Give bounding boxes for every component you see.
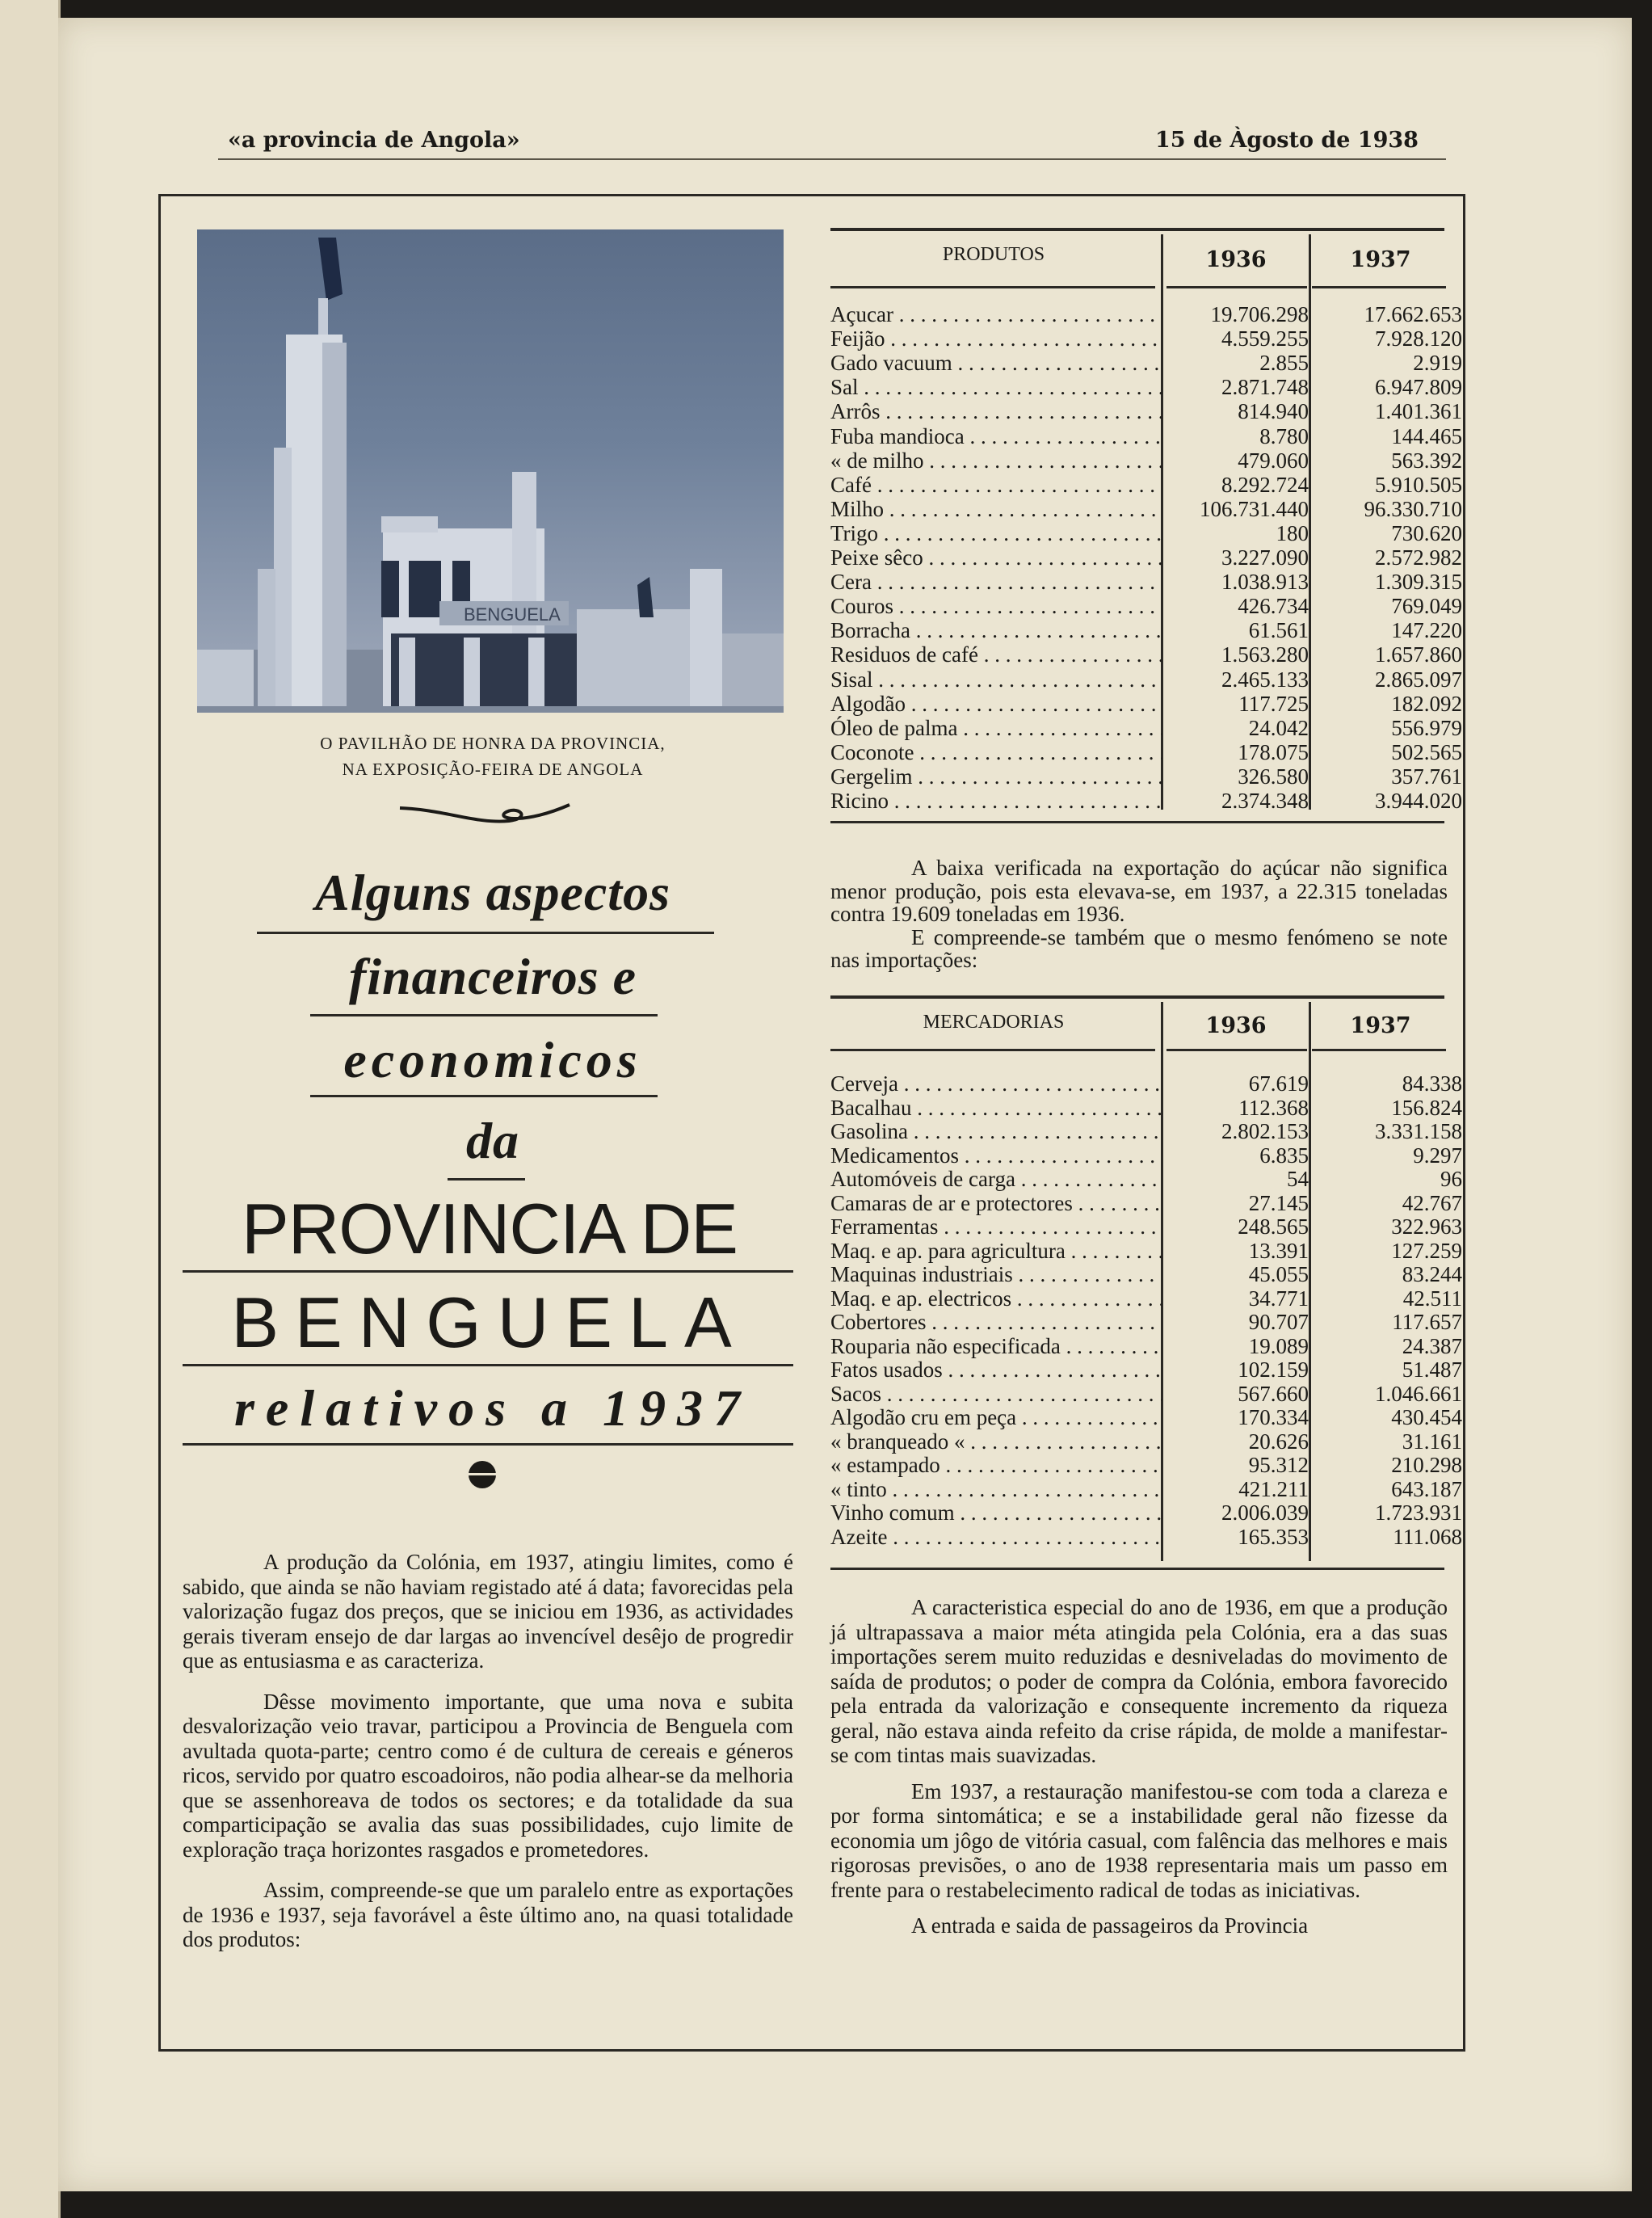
row-label: Borracha . . .	[830, 618, 1162, 642]
row-value-1937: 144.465	[1391, 423, 1462, 448]
right-column-text	[830, 1595, 1448, 1938]
row-value-1936: 102.159	[1238, 1357, 1309, 1382]
table-row	[830, 667, 1462, 692]
table2-header-1936: 1936	[1205, 1013, 1267, 1038]
row-value-1936: 421.211	[1238, 1476, 1309, 1501]
right-paragraph-1: A caracteristica especial do ano de 1936, em que a produção já ultrapassava a maior méta atingida pela Colónia, era a das suas importações serem muito reduzidas e desniveladas do movimento de saída de produtos; o poder de compra da Colónia, embora favorecido pela entrada da valorização e consequente incremento da riqueza geral, não estava ainda refeito da crise rápida, de molde a manifestar-se com tintas mais suavizadas.	[830, 1595, 1448, 1767]
row-value-1936: 8.780	[1259, 423, 1309, 448]
table1-bottom-rule	[830, 821, 1444, 823]
table-row	[830, 375, 1462, 400]
row-value-1936: 178.075	[1238, 739, 1309, 764]
table2-header-1937: 1937	[1350, 1013, 1411, 1038]
row-value-1937: 5.910.505	[1375, 472, 1462, 497]
row-value-1936: 45.055	[1248, 1262, 1309, 1286]
row-label: Bacalhau . . .	[830, 1096, 1162, 1120]
row-value-1936: 13.391	[1248, 1238, 1309, 1263]
row-value-1936: 2.465.133	[1221, 667, 1309, 692]
row-value-1937: 127.259	[1391, 1238, 1462, 1263]
frame-bottom	[158, 2049, 1465, 2052]
row-label: Fuba mandioca . . .	[830, 424, 1162, 448]
row-value-1936: 34.771	[1248, 1286, 1309, 1311]
row-value-1937: 51.487	[1402, 1357, 1462, 1382]
row-value-1936: 2.855	[1259, 351, 1309, 376]
table-row	[830, 764, 1462, 789]
table2-header-rule-a	[830, 1049, 1155, 1051]
mid-paragraph-2: E compreende-se também que o mesmo fenómeno se note nas importações:	[830, 924, 1448, 972]
row-value-1937: 769.049	[1391, 594, 1462, 619]
table-row	[830, 1429, 1462, 1454]
row-value-1937: 1.401.361	[1375, 399, 1462, 424]
row-label: Gergelim . . .	[830, 764, 1162, 789]
table-row	[830, 1405, 1462, 1429]
row-value-1937: 1.046.661	[1375, 1381, 1462, 1406]
table-row	[830, 1453, 1462, 1477]
table-row	[830, 472, 1462, 497]
row-value-1937: 117.657	[1392, 1310, 1462, 1334]
row-label: Cobertores . . .	[830, 1310, 1162, 1334]
row-label: Gasolina . . .	[830, 1119, 1162, 1143]
row-value-1937: 24.387	[1402, 1333, 1462, 1358]
table-row	[830, 789, 1462, 813]
row-value-1937: 96	[1440, 1167, 1462, 1191]
table-row	[830, 618, 1462, 643]
table-row	[830, 1476, 1462, 1501]
table2-header-rule-b	[1166, 1049, 1307, 1051]
row-label: Fatos usados . . .	[830, 1357, 1162, 1382]
row-label: « tinto . . .	[830, 1477, 1162, 1501]
row-label: Maq. e ap. electricos . . .	[830, 1286, 1162, 1311]
row-value-1937: 6.947.809	[1375, 375, 1462, 400]
row-label: Sal . . .	[830, 375, 1162, 399]
row-label: Maquinas industriais . . .	[830, 1262, 1162, 1286]
table2-bottom-rule	[830, 1568, 1444, 1570]
row-value-1937: 156.824	[1391, 1095, 1462, 1120]
table-row	[830, 594, 1462, 619]
row-value-1937: 42.767	[1402, 1190, 1462, 1215]
table-row	[830, 1119, 1462, 1143]
row-value-1936: 170.334	[1238, 1405, 1309, 1429]
title-line-1: Alguns aspectos	[315, 864, 670, 921]
table2-top-rule	[830, 995, 1444, 999]
table-row	[830, 1238, 1462, 1263]
row-label: Vinho comum . . .	[830, 1500, 1162, 1525]
binding-spine	[0, 0, 61, 2218]
table-row	[830, 1524, 1462, 1549]
title-underline-4	[448, 1178, 525, 1181]
title-line-3: economicos	[343, 1031, 642, 1088]
right-paragraph-3: A entrada e saida de passageiros da Provincia	[911, 1913, 1309, 1938]
row-value-1937: 730.620	[1391, 520, 1462, 545]
row-value-1937: 2.572.982	[1375, 545, 1462, 570]
pavilion-photo	[197, 229, 784, 713]
table-row	[830, 448, 1462, 473]
row-label: Camaras de ar e protectores . . .	[830, 1191, 1162, 1215]
row-value-1936: 19.706.298	[1210, 302, 1309, 326]
row-label: Maq. e ap. para agricultura . . .	[830, 1239, 1162, 1263]
title-underline-7	[183, 1443, 793, 1446]
row-value-1936: 106.731.440	[1200, 496, 1309, 521]
row-value-1937: 17.662.653	[1364, 302, 1462, 326]
pavilion-illustration	[197, 229, 784, 713]
row-label: Algodão cru em peça . . .	[830, 1405, 1162, 1429]
table1-header-1936: 1936	[1205, 247, 1267, 272]
table-row	[830, 1214, 1462, 1239]
row-label: Ricino . . .	[830, 789, 1162, 813]
row-label: Medicamentos . . .	[830, 1143, 1162, 1168]
row-value-1937: 556.979	[1391, 715, 1462, 740]
row-value-1936: 8.292.724	[1221, 472, 1309, 497]
row-label: Sisal . . .	[830, 667, 1162, 692]
table-row	[830, 1190, 1462, 1215]
row-value-1936: 2.871.748	[1221, 375, 1309, 400]
table-row	[830, 739, 1462, 764]
row-value-1937: 643.187	[1391, 1476, 1462, 1501]
row-value-1937: 84.338	[1402, 1071, 1462, 1096]
table-row	[830, 642, 1462, 667]
row-label: Gado vacuum . . .	[830, 351, 1162, 375]
row-value-1937: 31.161	[1402, 1429, 1462, 1454]
row-value-1937: 210.298	[1391, 1453, 1462, 1477]
row-label: Milho . . .	[830, 497, 1162, 521]
table1-header-rule-a	[830, 286, 1155, 288]
row-value-1936: 6.835	[1259, 1143, 1309, 1168]
row-label: « de milho . . .	[830, 448, 1162, 473]
table-row	[830, 351, 1462, 376]
row-label: Cera . . .	[830, 570, 1162, 594]
title-underline-2	[310, 1014, 658, 1016]
row-value-1936: 54	[1287, 1167, 1309, 1191]
title-underline-1	[257, 932, 714, 934]
row-label: Residuos de café . . .	[830, 642, 1162, 667]
table-row	[830, 326, 1462, 351]
row-value-1937: 502.565	[1391, 739, 1462, 764]
table-row	[830, 1262, 1462, 1286]
row-value-1936: 165.353	[1238, 1524, 1309, 1549]
row-label: Sacos . . .	[830, 1382, 1162, 1406]
row-value-1936: 24.042	[1248, 715, 1309, 740]
row-label: Açucar . . .	[830, 302, 1162, 326]
row-value-1936: 19.089	[1248, 1333, 1309, 1358]
row-label: Café . . .	[830, 473, 1162, 497]
table-row	[830, 302, 1462, 326]
table-row	[830, 1310, 1462, 1334]
row-value-1937: 357.761	[1391, 764, 1462, 789]
row-value-1937: 1.657.860	[1375, 642, 1462, 667]
table-row	[830, 1167, 1462, 1191]
row-value-1936: 112.368	[1238, 1095, 1309, 1120]
title-line-2: financeiros e	[348, 948, 637, 1005]
row-value-1936: 2.374.348	[1221, 789, 1309, 813]
photo-caption-line2: NA EXPOSIÇÃO-FEIRA DE ANGOLA	[342, 760, 644, 779]
title-line-5: PROVINCIA DE	[242, 1189, 738, 1269]
frame-left	[158, 194, 161, 2052]
row-value-1937: 430.454	[1391, 1405, 1462, 1429]
row-label: Algodão . . .	[830, 692, 1162, 716]
row-value-1937: 96.330.710	[1364, 496, 1462, 521]
row-value-1937: 322.963	[1391, 1214, 1462, 1239]
table-row	[830, 1500, 1462, 1525]
row-label: « estampado . . .	[830, 1453, 1162, 1477]
header-rule	[218, 158, 1446, 160]
table1-header-product: PRODUTOS	[942, 244, 1045, 265]
table-row	[830, 423, 1462, 448]
row-label: Trigo . . .	[830, 521, 1162, 545]
row-value-1937: 1.723.931	[1375, 1500, 1462, 1525]
row-label: Arrôs . . .	[830, 399, 1162, 423]
row-value-1936: 2.802.153	[1221, 1119, 1309, 1143]
row-value-1937: 83.244	[1402, 1262, 1462, 1286]
frame-top	[158, 194, 1465, 196]
title-line-7: relativos a 1937	[234, 1379, 751, 1437]
row-value-1937: 3.944.020	[1375, 789, 1462, 813]
row-value-1937: 7.928.120	[1375, 326, 1462, 351]
row-value-1936: 4.559.255	[1221, 326, 1309, 351]
row-value-1937: 2.919	[1413, 351, 1462, 376]
title-line-4: da	[466, 1112, 519, 1169]
title-line-6: BENGUELA	[231, 1282, 748, 1362]
table2-header-goods: MERCADORIAS	[923, 1012, 1065, 1033]
table-row	[830, 1333, 1462, 1358]
row-label: « branqueado « . . .	[830, 1429, 1162, 1454]
title-underline-6	[183, 1364, 793, 1366]
row-value-1936: 1.038.913	[1221, 570, 1309, 595]
row-label: Óleo de palma . . .	[830, 716, 1162, 740]
row-label: Ferramentas . . .	[830, 1214, 1162, 1239]
row-value-1937: 182.092	[1391, 691, 1462, 716]
table-row	[830, 715, 1462, 740]
header-date: 15 de Àgosto de 1938	[1155, 128, 1419, 153]
table-row	[830, 1357, 1462, 1382]
row-value-1937: 147.220	[1391, 618, 1462, 643]
row-label: Rouparia não especificada . . .	[830, 1334, 1162, 1358]
row-label: Couros . . .	[830, 594, 1162, 618]
swash-ornament-icon	[396, 800, 574, 832]
row-value-1937: 3.331.158	[1375, 1119, 1462, 1143]
title-underline-5	[183, 1270, 793, 1273]
table-row	[830, 1071, 1462, 1096]
table1-header-rule-c	[1312, 286, 1446, 288]
table-row	[830, 496, 1462, 521]
row-value-1937: 563.392	[1391, 448, 1462, 473]
table1-top-rule	[830, 228, 1444, 231]
row-label: Peixe sêco . . .	[830, 545, 1162, 570]
row-label: Automóveis de carga . . .	[830, 1167, 1162, 1191]
table-row	[830, 570, 1462, 595]
row-value-1936: 180	[1276, 520, 1309, 545]
row-value-1936: 1.563.280	[1221, 642, 1309, 667]
table-row	[830, 1095, 1462, 1120]
row-value-1936: 61.561	[1248, 618, 1309, 643]
row-value-1936: 326.580	[1238, 764, 1309, 789]
row-value-1937: 9.297	[1413, 1143, 1462, 1168]
left-paragraph-1: A produção da Colónia, em 1937, atingiu limites, como é sabido, que ainda se não haviam registado até á data; favorecidas pela valorização fugaz dos preços, que se iniciou em 1936, as actividades gerais tiveram ensejo de dar largas ao invencível desêjo de progredir que as entusiasma e as caracteriza.	[183, 1550, 793, 1673]
row-label: Feijão . . .	[830, 326, 1162, 351]
left-paragraph-3: Assim, compreende-se que um paralelo entre as exportações de 1936 e 1937, seja favorável a êste último ano, na quasi totalidade dos produtos:	[183, 1878, 793, 1951]
table-row	[830, 691, 1462, 716]
row-value-1937: 1.309.315	[1375, 570, 1462, 595]
bullet-ornament-icon	[469, 1461, 496, 1488]
right-paragraph-2: Em 1937, a restauração manifestou-se com toda a clareza e por forma sintomática; e se a instabilidade geral não fizesse da economia um jôgo de vitória casual, com falência das melhores e mais rigorosas previsões, o ano de 1938 representaria mais um passo em frente para o restabelecimento radical de todas as iniciativas.	[830, 1778, 1448, 1902]
row-value-1936: 479.060	[1238, 448, 1309, 473]
row-value-1936: 248.565	[1238, 1214, 1309, 1239]
photo-caption-line1: O PAVILHÃO DE HONRA DA PROVINCIA,	[320, 734, 666, 753]
left-paragraph-2: Dêsse movimento importante, que uma nova e subita desvalorização veio travar, participou a Provincia de Benguela com avultada quota-parte; centro como é de cultura de cereais e géneros ricos, servido por quatro escoadoiros, não podia alhear-se da melhoria que se assenhoreava de todos os sectores; e da totalidade da sua comparticipação se avalia das suas possibilidades, cujo limite de exploração traça horizontes rasgados e prometedores.	[183, 1689, 793, 1862]
row-value-1937: 111.068	[1393, 1524, 1462, 1549]
row-label: Coconote . . .	[830, 740, 1162, 764]
row-value-1936: 3.227.090	[1221, 545, 1309, 570]
row-label: Cerveja . . .	[830, 1071, 1162, 1096]
row-value-1936: 95.312	[1248, 1453, 1309, 1477]
table-row	[830, 1143, 1462, 1168]
table-row	[830, 520, 1462, 545]
table1-header-1937: 1937	[1350, 247, 1411, 272]
table2-header-rule-c	[1312, 1049, 1446, 1051]
row-value-1936: 2.006.039	[1221, 1500, 1309, 1525]
frame-right	[1463, 194, 1465, 2052]
row-value-1936: 67.619	[1248, 1071, 1309, 1096]
svg-text:BENGUELA: BENGUELA	[464, 604, 561, 625]
table-row	[830, 1286, 1462, 1311]
table-row	[830, 399, 1462, 424]
row-value-1936: 426.734	[1238, 594, 1309, 619]
table1-header-rule-b	[1166, 286, 1307, 288]
table-row	[830, 545, 1462, 570]
row-value-1936: 117.725	[1238, 691, 1309, 716]
row-value-1936: 567.660	[1238, 1381, 1309, 1406]
row-value-1936: 90.707	[1248, 1310, 1309, 1334]
row-value-1936: 814.940	[1238, 399, 1309, 424]
title-underline-3	[310, 1095, 658, 1097]
left-column-text	[183, 1550, 793, 1952]
row-label: Azeite . . .	[830, 1525, 1162, 1549]
table-row	[830, 1381, 1462, 1406]
row-value-1937: 42.511	[1402, 1286, 1462, 1311]
row-value-1936: 27.145	[1248, 1190, 1309, 1215]
flag-icon	[318, 238, 343, 301]
header-publication: «a provincia de Angola»	[228, 128, 520, 153]
mid-paragraph-1: A baixa verificada na exportação do açúcar não significa menor produção, pois esta elevava-se, em 1937, a 22.315 toneladas contra 19.609 toneladas em 1936.	[830, 856, 1448, 926]
row-value-1937: 2.865.097	[1375, 667, 1462, 692]
row-value-1936: 20.626	[1248, 1429, 1309, 1454]
mid-column-text	[830, 856, 1448, 972]
